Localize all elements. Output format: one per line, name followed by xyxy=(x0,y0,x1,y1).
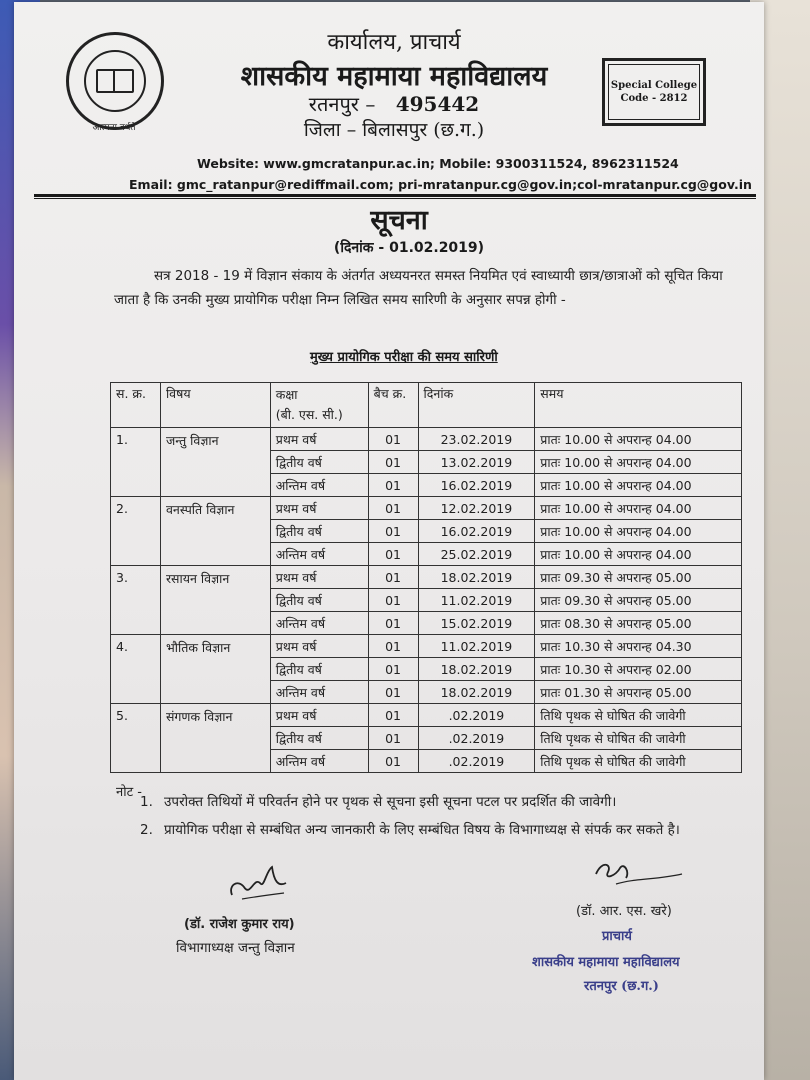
cell-class: द्वितीय वर्ष xyxy=(270,520,368,543)
college-seal-icon xyxy=(66,32,164,130)
cell-time: प्रातः 10.00 से अपरान्ह 04.00 xyxy=(535,497,742,520)
special-college-code-box xyxy=(602,58,706,126)
cell-time: प्रातः 10.00 से अपरान्ह 04.00 xyxy=(535,451,742,474)
cell-time: प्रातः 10.00 से अपरान्ह 04.00 xyxy=(535,474,742,497)
cell-class: द्वितीय वर्ष xyxy=(270,658,368,681)
contact-emails: Email: gmc_ratanpur@rediffmail.com; pri-mratanpur.cg@gov.in;col-mratanpur.cg@gov.in xyxy=(129,177,752,192)
cell-batch: 01 xyxy=(368,658,418,681)
cell-subject: जन्तु विज्ञान xyxy=(160,428,270,497)
cell-date: .02.2019 xyxy=(418,727,535,750)
cell-date: 18.02.2019 xyxy=(418,681,535,704)
cell-batch: 01 xyxy=(368,750,418,773)
table-row xyxy=(111,428,742,451)
cell-batch: 01 xyxy=(368,543,418,566)
header-class-line2: (बी. एस. सी.) xyxy=(275,407,343,422)
note-text: उपरोक्त तिथियों में परिवर्तन होने पर पृथक से सूचना इसी सूचना पटल पर प्रदर्शित की जावेगी। xyxy=(164,794,617,810)
cell-batch: 01 xyxy=(368,704,418,727)
cell-serial: 2. xyxy=(111,497,161,566)
header-batch: बैच क्र. xyxy=(368,383,418,428)
cell-batch: 01 xyxy=(368,589,418,612)
note-number: 2. xyxy=(140,822,153,838)
cell-class: प्रथम वर्ष xyxy=(270,497,368,520)
cell-date: 11.02.2019 xyxy=(418,635,535,658)
cell-time: तिथि पृथक से घोषित की जावेगी xyxy=(535,750,742,773)
table-header-row xyxy=(111,383,742,428)
cell-class: प्रथम वर्ष xyxy=(270,635,368,658)
seal-motto: आत्मना वर्धते xyxy=(92,123,136,133)
header-divider xyxy=(34,194,756,197)
cell-date: 16.02.2019 xyxy=(418,474,535,497)
cell-class: प्रथम वर्ष xyxy=(270,704,368,727)
schedule-title: मुख्य प्रायोगिक परीक्षा की समय सारिणी xyxy=(310,350,498,365)
notice-body xyxy=(114,264,724,312)
notice-document xyxy=(14,2,764,1080)
special-code-line1: Special College xyxy=(610,80,698,91)
signatory-right-name: (डॉ. आर. एस. खरे) xyxy=(576,904,672,919)
cell-class: प्रथम वर्ष xyxy=(270,566,368,589)
cell-time: तिथि पृथक से घोषित की जावेगी xyxy=(535,727,742,750)
table-row xyxy=(111,704,742,727)
cell-batch: 01 xyxy=(368,428,418,451)
cell-date: 25.02.2019 xyxy=(418,543,535,566)
cell-time: प्रातः 10.00 से अपरान्ह 04.00 xyxy=(535,543,742,566)
cell-serial: 4. xyxy=(111,635,161,704)
cell-date: 15.02.2019 xyxy=(418,612,535,635)
cell-subject: भौतिक विज्ञान xyxy=(160,635,270,704)
cell-batch: 01 xyxy=(368,681,418,704)
cell-serial: 3. xyxy=(111,566,161,635)
cell-date: 18.02.2019 xyxy=(418,566,535,589)
cell-class: प्रथम वर्ष xyxy=(270,428,368,451)
stamp-city: रतनपुर (छ.ग.) xyxy=(584,979,659,994)
cell-date: .02.2019 xyxy=(418,750,535,773)
cell-serial: 1. xyxy=(111,428,161,497)
header-time: समय xyxy=(535,383,742,428)
pin-code: 495442 xyxy=(395,92,480,116)
cell-class: द्वितीय वर्ष xyxy=(270,727,368,750)
header-subject: विषय xyxy=(160,383,270,428)
cell-date: 16.02.2019 xyxy=(418,520,535,543)
cell-date: 12.02.2019 xyxy=(418,497,535,520)
cell-time: प्रातः 08.30 से अपरान्ह 05.00 xyxy=(535,612,742,635)
cell-batch: 01 xyxy=(368,474,418,497)
cell-time: तिथि पृथक से घोषित की जावेगी xyxy=(535,704,742,727)
cell-batch: 01 xyxy=(368,451,418,474)
cell-date: .02.2019 xyxy=(418,704,535,727)
cell-time: प्रातः 09.30 से अपरान्ह 05.00 xyxy=(535,566,742,589)
stamp-college-name: शासकीय महामाया महाविद्यालय xyxy=(532,955,680,970)
cell-batch: 01 xyxy=(368,520,418,543)
table-row xyxy=(111,497,742,520)
contact-website-mobile: Website: www.gmcratanpur.ac.in; Mobile: 9300311524, 8962311524 xyxy=(197,156,679,171)
exam-schedule-table xyxy=(110,382,742,773)
office-heading: कार्यालय, प्राचार्य xyxy=(327,30,461,55)
note-item xyxy=(134,818,744,842)
cell-class: अन्तिम वर्ष xyxy=(270,750,368,773)
special-code-line2: Code - 2812 xyxy=(620,93,688,104)
cell-batch: 01 xyxy=(368,497,418,520)
table-row xyxy=(111,566,742,589)
cell-serial: 5. xyxy=(111,704,161,773)
cell-time: प्रातः 10.00 से अपरान्ह 04.00 xyxy=(535,520,742,543)
cell-class: द्वितीय वर्ष xyxy=(270,589,368,612)
cell-batch: 01 xyxy=(368,612,418,635)
header-class xyxy=(270,383,368,428)
cell-subject: संगणक विज्ञान xyxy=(160,704,270,773)
header-divider-thin xyxy=(34,198,756,199)
signatory-left-name: (डॉ. राजेश कुमार राय) xyxy=(184,917,295,932)
cell-batch: 01 xyxy=(368,635,418,658)
cell-batch: 01 xyxy=(368,727,418,750)
cell-class: अन्तिम वर्ष xyxy=(270,612,368,635)
cell-time: प्रातः 10.00 से अपरान्ह 04.00 xyxy=(535,428,742,451)
notice-body-text: सत्र 2018 - 19 में विज्ञान संकाय के अंतर्गत अध्ययनरत समस्त नियमित एवं स्वाध्यायी छात्र/छात्राओं को सूचित किया जाता है कि उनकी मुख्य प्रायोगिक परीक्षा निम्न लिखित समय सारिणी के अनुसार सपन्न होगी - xyxy=(114,268,723,308)
signatory-right-designation: प्राचार्य xyxy=(602,929,632,944)
city: रतनपुर xyxy=(308,92,359,116)
note-text: प्रायोगिक परीक्षा से सम्बंधित अन्य जानकारी के लिए सम्बंधित विषय के विभागाध्यक्ष से संपर्क कर सकते है। xyxy=(164,822,680,838)
schedule-body xyxy=(111,428,742,773)
header-class-line1: कक्षा xyxy=(275,387,298,402)
cell-subject: रसायन विज्ञान xyxy=(160,566,270,635)
cell-class: अन्तिम वर्ष xyxy=(270,681,368,704)
signature-right-icon xyxy=(586,854,696,904)
cell-date: 11.02.2019 xyxy=(418,589,535,612)
cell-time: प्रातः 09.30 से अपरान्ह 05.00 xyxy=(535,589,742,612)
city-line: रतनपुर – 495442 xyxy=(308,92,480,116)
cell-class: अन्तिम वर्ष xyxy=(270,474,368,497)
cell-batch: 01 xyxy=(368,566,418,589)
notice-title: सूचना xyxy=(370,205,428,236)
notes-heading: नोट - xyxy=(116,785,142,800)
note-item xyxy=(134,790,744,814)
table-row xyxy=(111,635,742,658)
signatory-left-designation: विभागाध्यक्ष जन्तु विज्ञान xyxy=(176,940,295,956)
cell-date: 13.02.2019 xyxy=(418,451,535,474)
header-date: दिनांक xyxy=(418,383,535,428)
notice-date: (दिनांक - 01.02.2019) xyxy=(333,240,485,256)
signature-left-icon xyxy=(224,857,294,907)
cell-date: 18.02.2019 xyxy=(418,658,535,681)
cell-time: प्रातः 10.30 से अपरान्ह 02.00 xyxy=(535,658,742,681)
notes-list xyxy=(134,788,744,842)
cell-subject: वनस्पति विज्ञान xyxy=(160,497,270,566)
cell-time: प्रातः 10.30 से अपरान्ह 04.30 xyxy=(535,635,742,658)
note-number: 1. xyxy=(140,794,153,810)
cell-class: द्वितीय वर्ष xyxy=(270,451,368,474)
cell-time: प्रातः 01.30 से अपरान्ह 05.00 xyxy=(535,681,742,704)
cell-date: 23.02.2019 xyxy=(418,428,535,451)
district-line: जिला – बिलासपुर (छ.ग.) xyxy=(303,119,485,141)
header-sn: स. क्र. xyxy=(111,383,161,428)
college-name: शासकीय महामाया महाविद्यालय xyxy=(240,61,548,92)
cell-class: अन्तिम वर्ष xyxy=(270,543,368,566)
